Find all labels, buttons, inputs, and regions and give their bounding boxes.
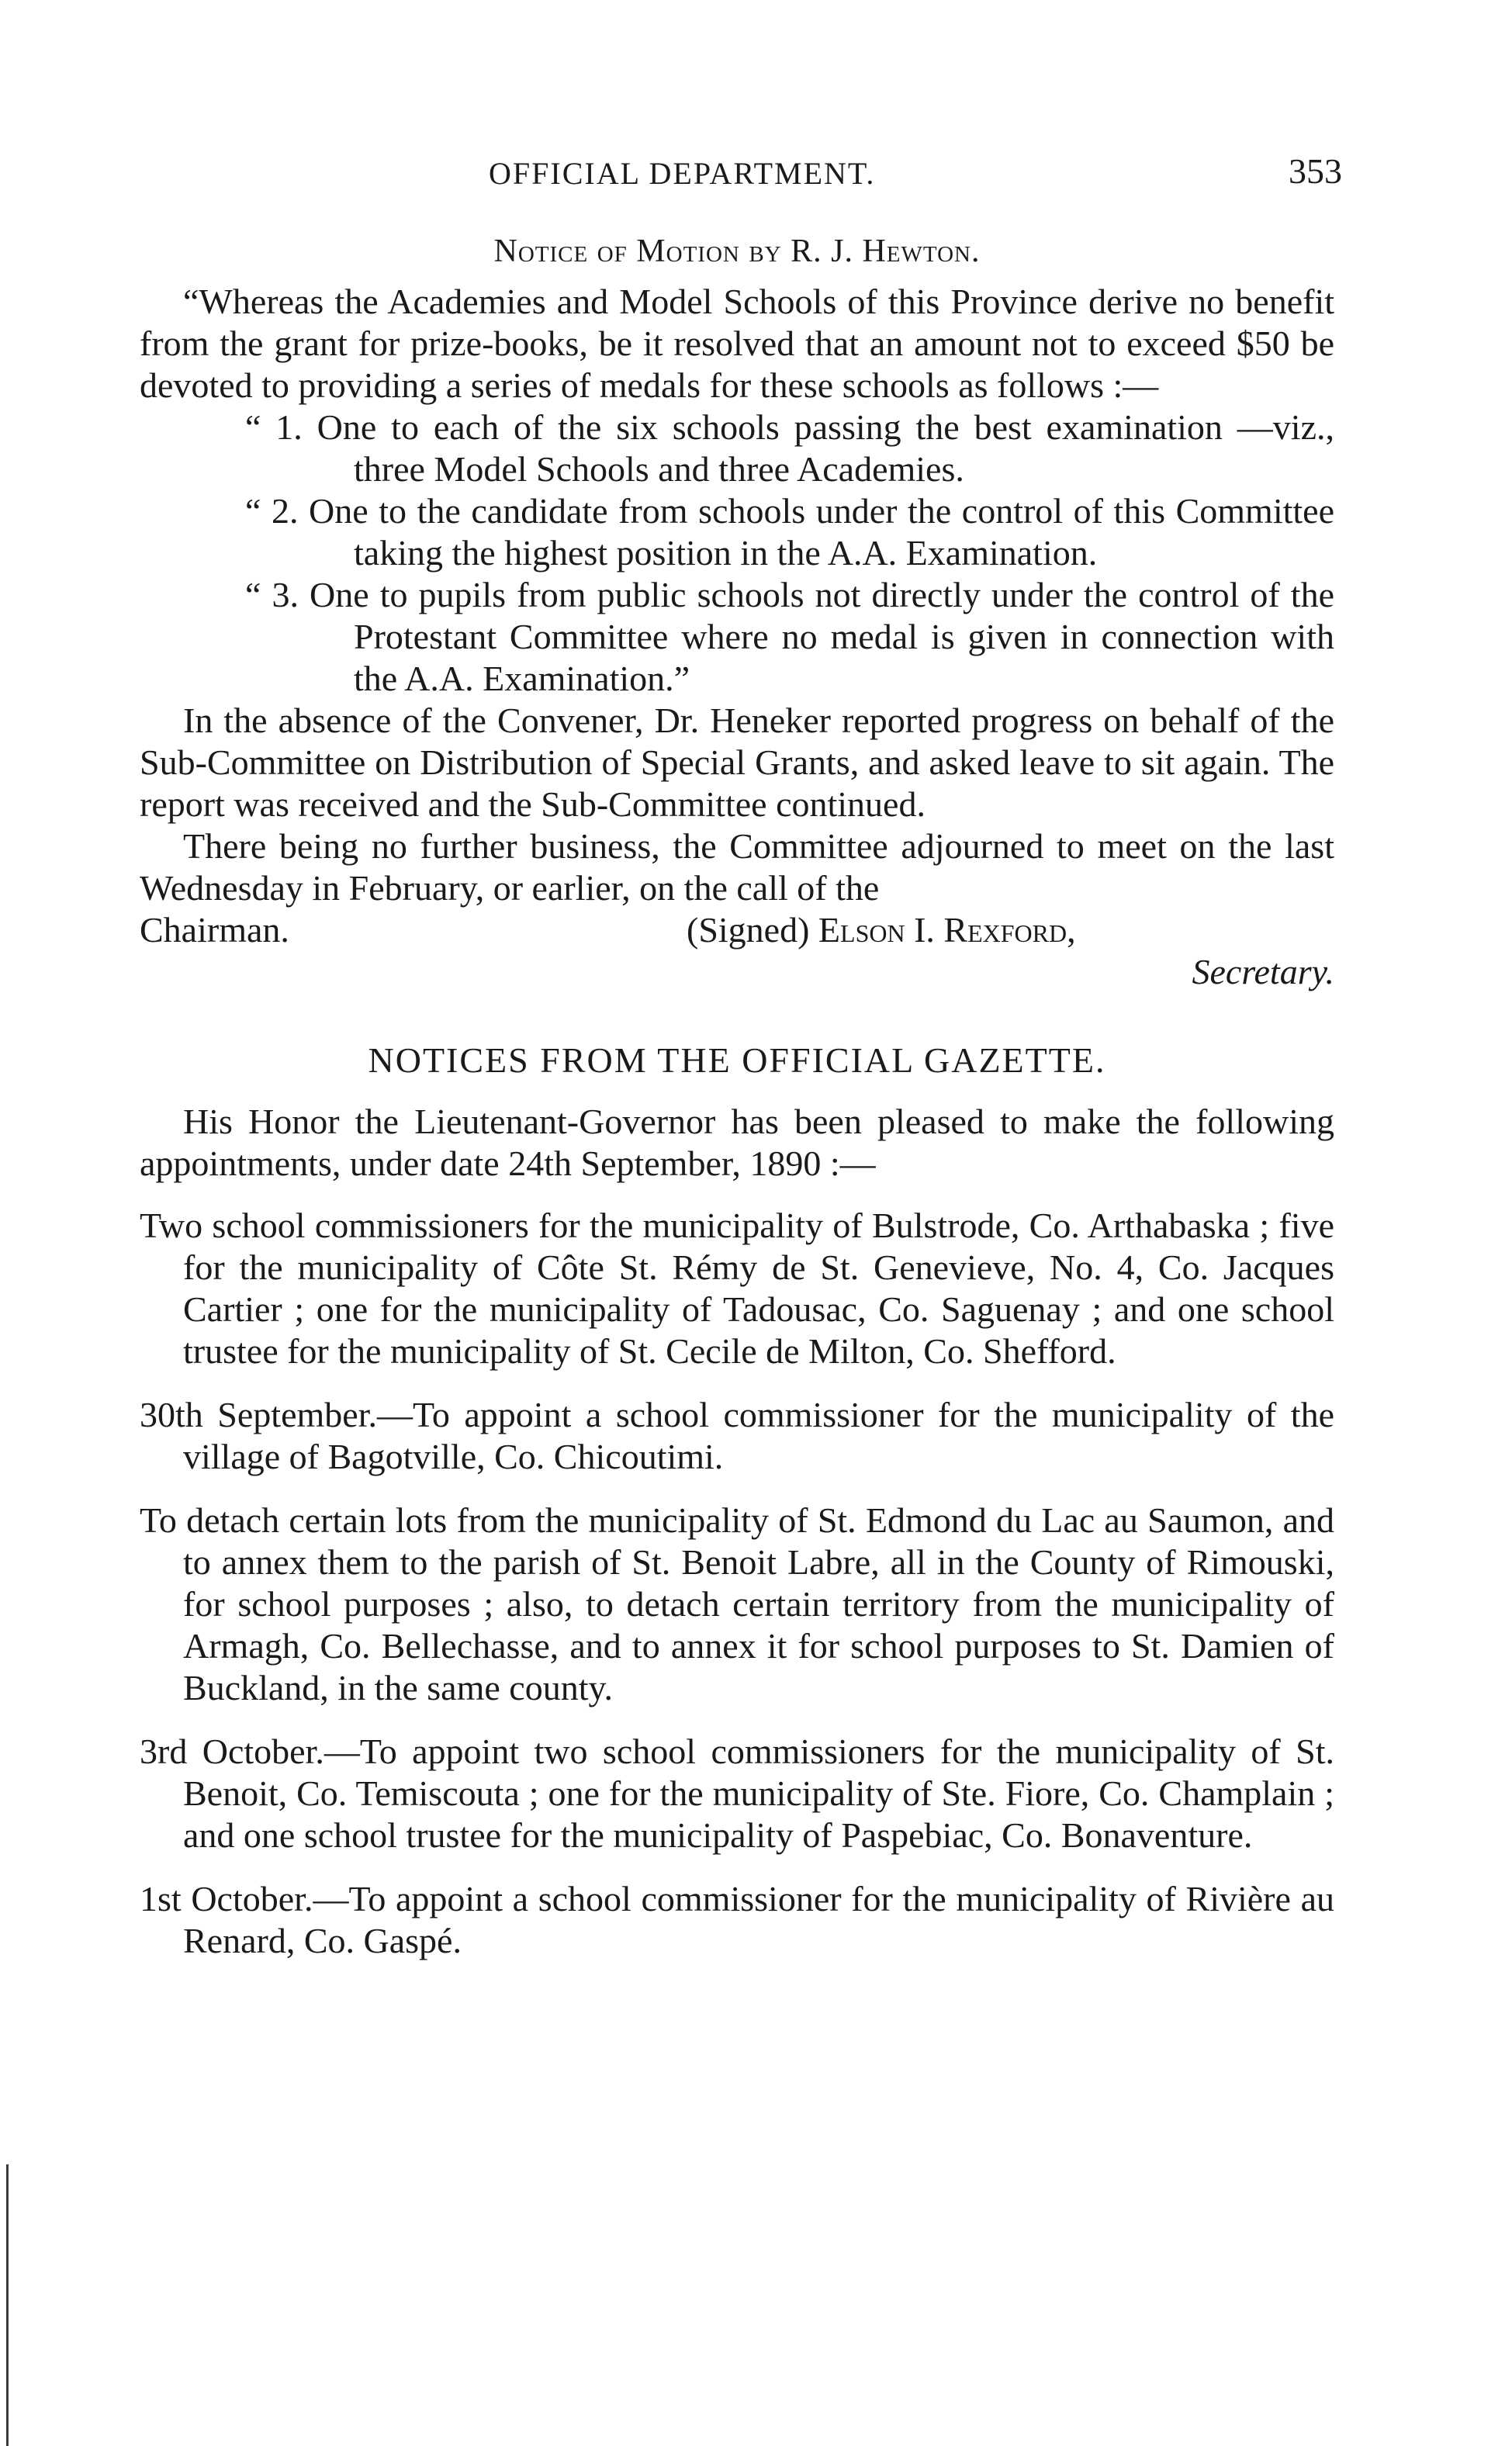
gazette-title: NOTICES FROM THE OFFICIAL GAZETTE. bbox=[368, 1040, 1106, 1080]
signature-block bbox=[687, 909, 1076, 951]
report-paragraph: In the absence of the Convener, Dr. Heneker reported progress on behalf of the Sub-Committee on Distribution of Special Grants, and asked leave to sit again. The report was received and the Sub-Committee continued. bbox=[140, 701, 1334, 824]
gazette-intro: His Honor the Lieutenant-Governor has been pleased to make the following appointments, under date 24th September, 1890 :— bbox=[140, 1102, 1334, 1183]
signature-line bbox=[140, 909, 1334, 951]
gazette-entry-5: 1st October.—To appoint a school commissioner for the municipality of Rivière au Renard, Co. Gaspé. bbox=[140, 1879, 1334, 1960]
signatory-name: Elson I. Rexford, bbox=[818, 910, 1076, 950]
motion-item-2: “ 2. One to the candidate from schools under the control of this Committee taking the highest position in the A.A. Examination. bbox=[245, 491, 1334, 573]
page-number: 353 bbox=[1289, 151, 1342, 191]
gazette-entry-4: 3rd October.—To appoint two school commissioners for the municipality of St. Benoit, Co. Temiscouta ; one for the municipality of Ste. Fiore, Co. Champlain ; and one school trustee for the municipality of Paspebiac, Co. Bonaventure. bbox=[140, 1732, 1334, 1855]
signatory-title: Secretary. bbox=[1192, 952, 1334, 991]
running-head bbox=[140, 151, 1342, 202]
chairman-text: Chairman. bbox=[140, 910, 289, 950]
signed-label: (Signed) bbox=[687, 910, 810, 950]
gazette-entry-3: To detach certain lots from the municipality of St. Edmond du Lac au Saumon, and to annex them to the parish of St. Benoit Labre, all in the County of Rimouski, for school purposes ; also, to detach certain territory from the municipality of Armagh, Co. Bellechasse, and to annex it for school purposes to St. Damien of Buckland, in the same county. bbox=[140, 1500, 1334, 1707]
gazette-entry-2: 30th September.—To appoint a school commissioner for the municipality of the village of Bagotville, Co. Chicoutimi. bbox=[140, 1395, 1334, 1476]
motion-title: Notice of Motion by R. J. Hewton. bbox=[493, 234, 981, 269]
adjournment-paragraph: There being no further business, the Committee adjourned to meet on the last Wednesday in February, or earlier, on the call of the bbox=[140, 826, 1334, 908]
gazette-entry-1: Two school commissioners for the municipality of Bulstrode, Co. Arthabaska ; five for the municipality of Côte St. Rémy de St. Genevieve, No. 4, Co. Jacques Cartier ; one for the municipality of Tadousac, Co. Saguenay ; and one school trustee for the municipality of St. Cecile de Milton, Co. Shefford. bbox=[140, 1206, 1334, 1371]
motion-item-3: “ 3. One to pupils from public schools not directly under the control of the Protestant Committee where no medal is given in connection with the A.A. Examination.” bbox=[245, 575, 1334, 698]
text-column bbox=[140, 151, 1342, 1984]
binding-edge-line bbox=[6, 2164, 9, 2446]
running-title: OFFICIAL DEPARTMENT. bbox=[489, 156, 876, 191]
motion-preamble: “Whereas the Academies and Model Schools of this Province derive no benefit from the grant for prize-books, be it resolved that an amount not to exceed $50 be devoted to providing a series of medals for these schools as follows :— bbox=[140, 282, 1334, 405]
motion-item-1: “ 1. One to each of the six schools passing the best examination —viz., three Model Schools and three Academies. bbox=[245, 407, 1334, 489]
